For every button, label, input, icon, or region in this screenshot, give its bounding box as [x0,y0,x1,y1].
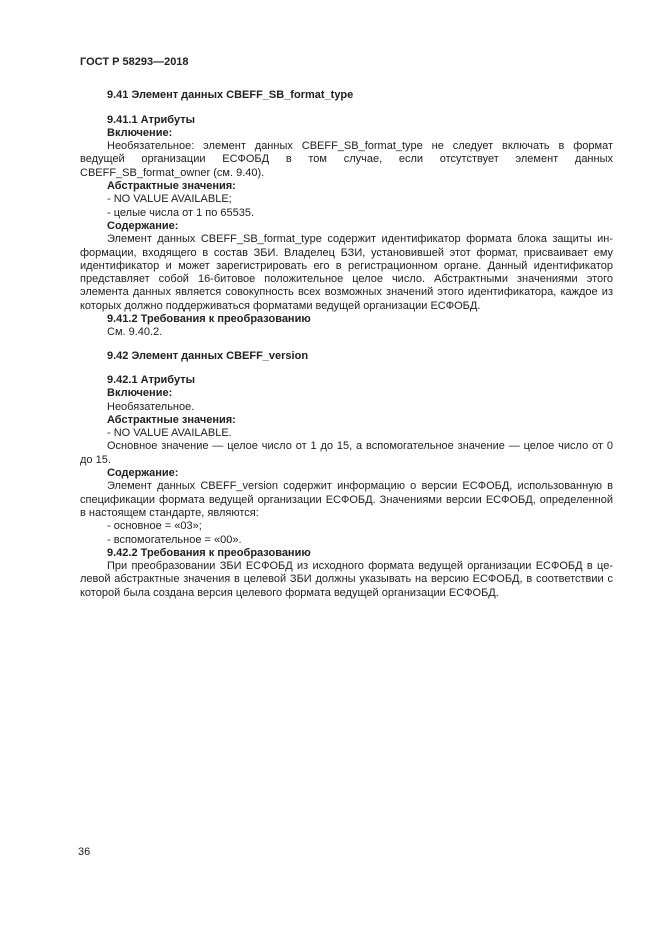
section-9-41-2-title: 9.41.2 Требования к преобразованию [107,313,311,326]
section-9-42-2-title: 9.42.2 Требования к преобразованию [107,546,311,559]
inclusion-label-942: Включение: [107,387,173,400]
version-value-item: - основное = «03»; [107,520,202,533]
section-9-41-title: 9.41 Элемент данных CBEFF_SB_format_type [107,89,354,102]
section-9-42-title: 9.42 Элемент данных CBEFF_version [107,349,309,362]
inclusion-text-942: Необязательное. [107,400,195,413]
abstract-value-item: - целые числа от 1 по 65535. [107,206,255,219]
abstract-value-item: - NO VALUE AVAILABLE; [107,193,232,206]
section-9-41-1-title: 9.41.1 Атрибуты [107,113,195,126]
version-value-item: - вспомогательное = «00». [107,533,242,546]
content-label-941: Содержание: [107,219,179,232]
page-content [80,56,613,600]
conversion-paragraph-942: При преобразовании ЗБИ ЕСФОБД из исходного формата ведущей организации ЕСФОБД в целевой абстрактные значения в целевой ЗБИ должны указывать на версию ЕСФОБД, в соответствии с которой была создана версия целевого формата ведущей организации ЕСФОБД. [80,560,613,599]
inclusion-paragraph-941: Необязательное: элемент данных CBEFF_SB_format_type не следует включать в формат ведущей организации ЕСФОБД в том случае, если отсутствует элемент данных CBEFF_SB_format_owner (см. 9.40). [80,140,613,179]
abstract-note-paragraph-942: Основное значение — целое число от 1 до 15, а вспомогательное значение — целое число от 0 до 15. [80,440,613,466]
inclusion-label-941: Включение: [107,126,173,139]
section-9-42-1-title: 9.42.1 Атрибуты [107,373,195,386]
abstract-value-item: - NO VALUE AVAILABLE. [107,427,232,440]
abstract-values-label-941: Абстрактные значения: [107,180,236,193]
content-paragraph-941: Элемент данных CBEFF_SB_format_type содержит идентификатор формата блока защиты информации, входящего в состав ЗБИ. Владелец БЗИ, установившей этот формат, присваивает ему идентификатор и может зарегистрировать его в регистрационном органе. Данный идентификатор представляет собой 16-битовое положительное целое число. Абстрактными значениями этого элемента данных является совокупность всех возможных значений этого идентификатора, каждое из которых должно поддерживаться форматами ведущей организации ЕСФОБД. [80,233,613,312]
abstract-values-label-942: Абстрактные значения: [107,413,236,426]
conversion-reference-941: См. 9.40.2. [107,326,163,339]
page-number: 36 [78,846,91,858]
content-label-942: Содержание: [107,467,179,480]
standard-number-header: ГОСТ Р 58293—2018 [80,56,189,68]
content-paragraph-942: Элемент данных CBEFF_version содержит информацию о версии ЕСФОБД, использованную в спецификации формата ведущей организации ЕСФОБД. Значениями версии ЕСФОБД, определенной в настоящем стандарте, являются: [80,480,613,519]
